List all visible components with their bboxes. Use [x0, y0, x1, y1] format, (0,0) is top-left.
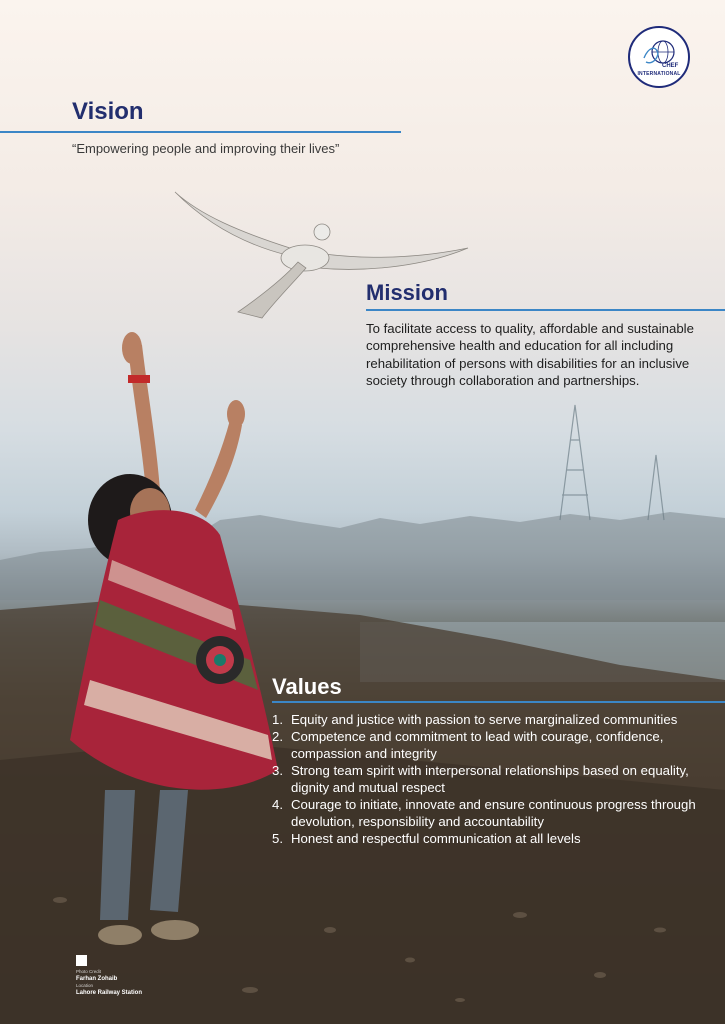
- logo-text: INTERNATIONAL: [637, 71, 681, 77]
- list-number: 3.: [272, 763, 283, 778]
- values-title: Values: [272, 674, 342, 699]
- list-text: Courage to initiate, innovate and ensure continuous progress through devolution, responsibility and accountability: [291, 797, 696, 829]
- list-number: 4.: [272, 797, 283, 812]
- list-text: Equity and justice with passion to serve marginalized communities: [291, 712, 678, 727]
- credit-square-icon: [76, 955, 87, 966]
- list-text: Honest and respectful communication at all levels: [291, 831, 581, 846]
- mission-statement: To facilitate access to quality, affordable and sustainable comprehensive health and education for all including rehabilitation of persons with disabilities for an inclusive society through collaboration and partnerships.: [366, 321, 694, 388]
- photo-credit: [76, 955, 142, 997]
- chef-international-logo: [628, 26, 690, 88]
- list-text: Strong team spirit with interpersonal relationships based on equality, dignity and mutual respect: [291, 763, 689, 795]
- list-text: Competence and commitment to lead with courage, confidence, compassion and integrity: [291, 729, 664, 761]
- location-name: Lahore Railway Station: [76, 990, 143, 996]
- list-item: [272, 762, 712, 796]
- vision-divider: [0, 131, 401, 133]
- photographer-name: Farhan Zohaib: [76, 976, 118, 982]
- values-divider: [272, 701, 725, 703]
- list-item: [272, 796, 712, 830]
- pylon: [560, 405, 664, 520]
- photographer-label: Photo Credit: [76, 969, 102, 974]
- list-item: [272, 830, 712, 847]
- vision-title: Vision: [72, 98, 144, 125]
- vision-statement: “Empowering people and improving their lives”: [72, 141, 340, 156]
- globe-icon: [630, 28, 688, 86]
- list-item: [272, 728, 712, 762]
- mission-divider: [366, 309, 725, 311]
- location-label: Location: [76, 983, 94, 988]
- list-number: 2.: [272, 729, 283, 744]
- list-number: 5.: [272, 831, 283, 846]
- list-number: 1.: [272, 712, 283, 727]
- values-list: [272, 711, 712, 847]
- mission-title: Mission: [366, 280, 448, 305]
- list-item: [272, 711, 712, 728]
- logo-mark: CHEF: [662, 63, 679, 69]
